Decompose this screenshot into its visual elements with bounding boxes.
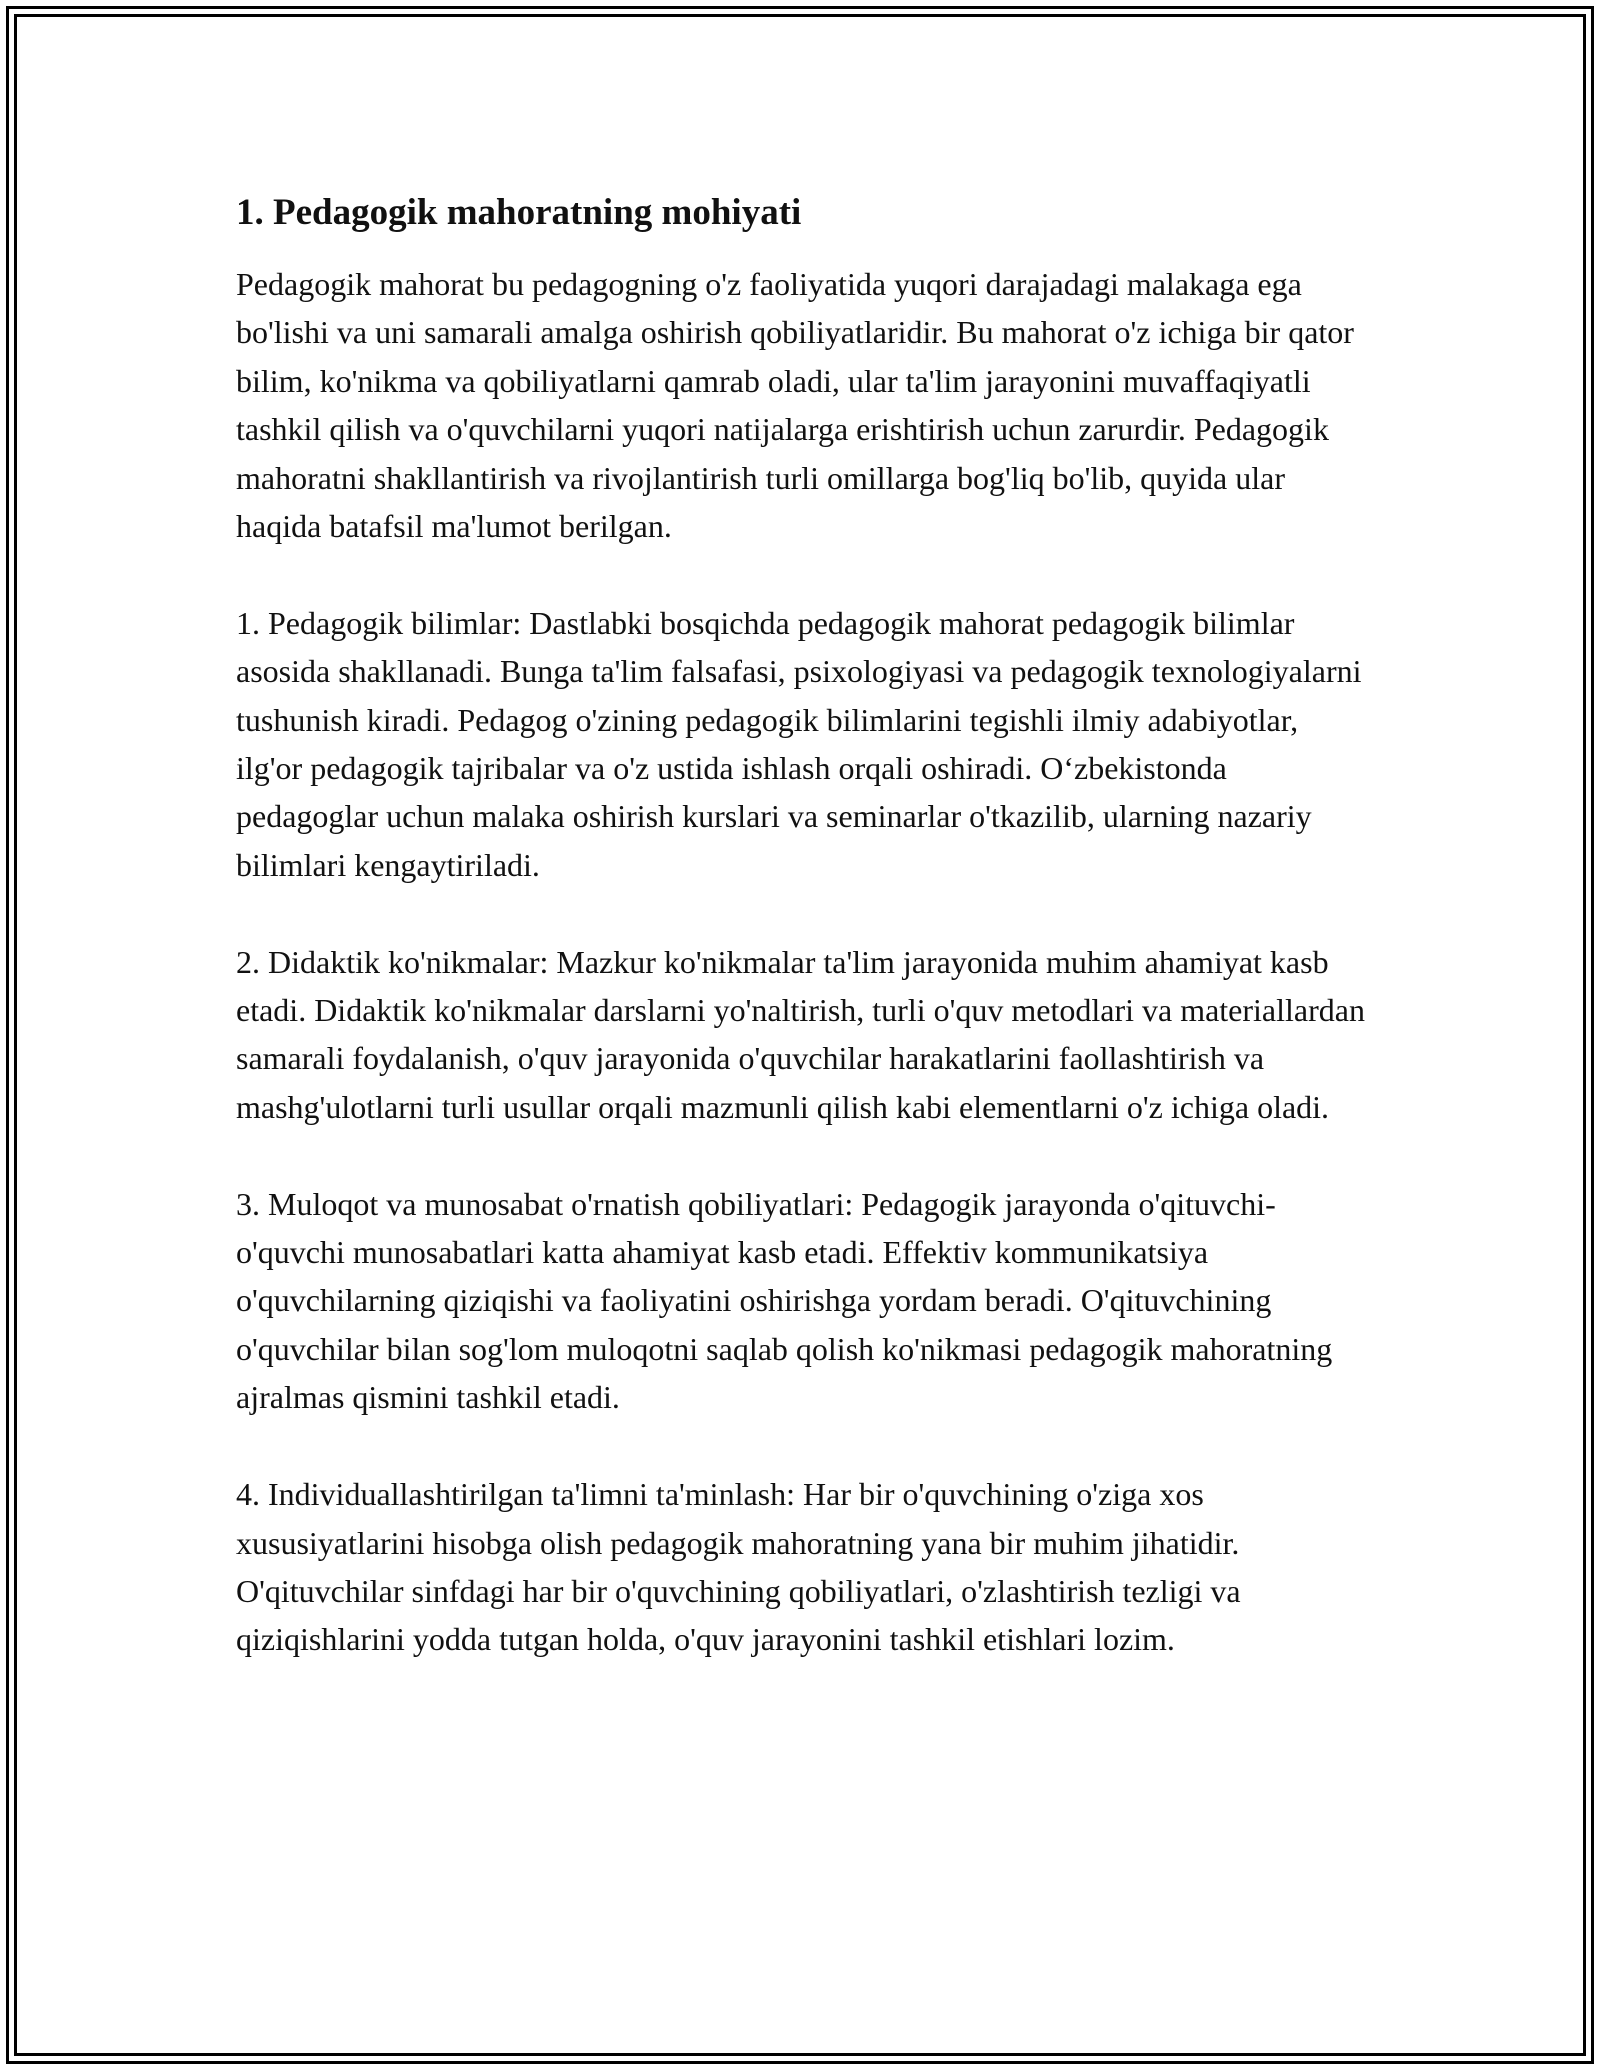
document-body — [236, 186, 1366, 1712]
paragraph-communication-skills: 3. Muloqot va munosabat o'rnatish qobiliyatlari: Pedagogik jarayonda o'qituvchi-o'quvchi munosabatlari katta ahamiyat kasb etadi. Effektiv kommunikatsiya o'quvchilarning qiziqishi va faoliyatini oshirishga yordam beradi. O'qituvchining o'quvchilar bilan sog'lom muloqotni saqlab qolish ko'nikmasi pedagogik mahoratning ajralmas qismini tashkil etadi. — [236, 1185, 1333, 1416]
paragraph-didactic-skills: 2. Didaktik ko'nikmalar: Mazkur ko'nikmalar ta'lim jarayonida muhim ahamiyat kasb etadi. Didaktik ko'nikmalar darslarni yo'naltirish, turli o'quv metodlari va materiallardan samarali foydalanish, o'quv jarayonida o'quvchilar harakatlarini faollashtirish va mashg'ulotlarni turli usullar orqali mazmunli qilish kabi elementlarni o'z ichiga oladi. — [236, 943, 1365, 1125]
page-title: 1. Pedagogik mahoratning mohiyati — [236, 192, 802, 233]
paragraph-individualized-learning: 4. Individuallashtirilgan ta'limni ta'minlash: Har bir o'quvchining o'ziga xos xususiyatlarini hisobga olish pedagogik mahoratning yana bir muhim jihatidir. O'qituvchilar sinfdagi har bir o'quvchining qobiliyatlari, o'zlashtirish tezligi va qiziqishlarini yodda tutgan holda, o'quv jarayonini tashkil etishlari lozim. — [236, 1476, 1241, 1658]
intro-paragraph: Pedagogik mahorat bu pedagogning o'z faoliyatida yuqori darajadagi malakaga ega bo'lishi va uni samarali amalga oshirish qobiliyatlaridir. Bu mahorat o'z ichiga bir qator bilim, ko'nikma va qobiliyatlarni qamrab oladi, ular ta'lim jarayonini muvaffaqiyatli tashkil qilish va o'quvchilarni yuqori natijalarga erishtirish uchun zarurdir. Pedagogik mahoratni shakllantirish va rivojlantirish turli omillarga bog'liq bo'lib, quyida ular haqida batafsil ma'lumot berilgan. — [236, 266, 1354, 545]
paragraph-pedagogical-knowledge: 1. Pedagogik bilimlar: Dastlabki bosqichda pedagogik mahorat pedagogik bilimlar asosida shakllanadi. Bunga ta'lim falsafasi, psixologiyasi va pedagogik texnologiyalarni tushunish kiradi. Pedagog o'zining pedagogik bilimlarini tegishli ilmiy adabiyotlar, ilg'or pedagogik tajribalar va o'z ustida ishlash orqali oshiradi. O‘zbekistonda pedagoglar uchun malaka oshirish kurslari va seminarlar o'tkazilib, ularning nazariy bilimlari kengaytiriladi. — [236, 604, 1362, 883]
